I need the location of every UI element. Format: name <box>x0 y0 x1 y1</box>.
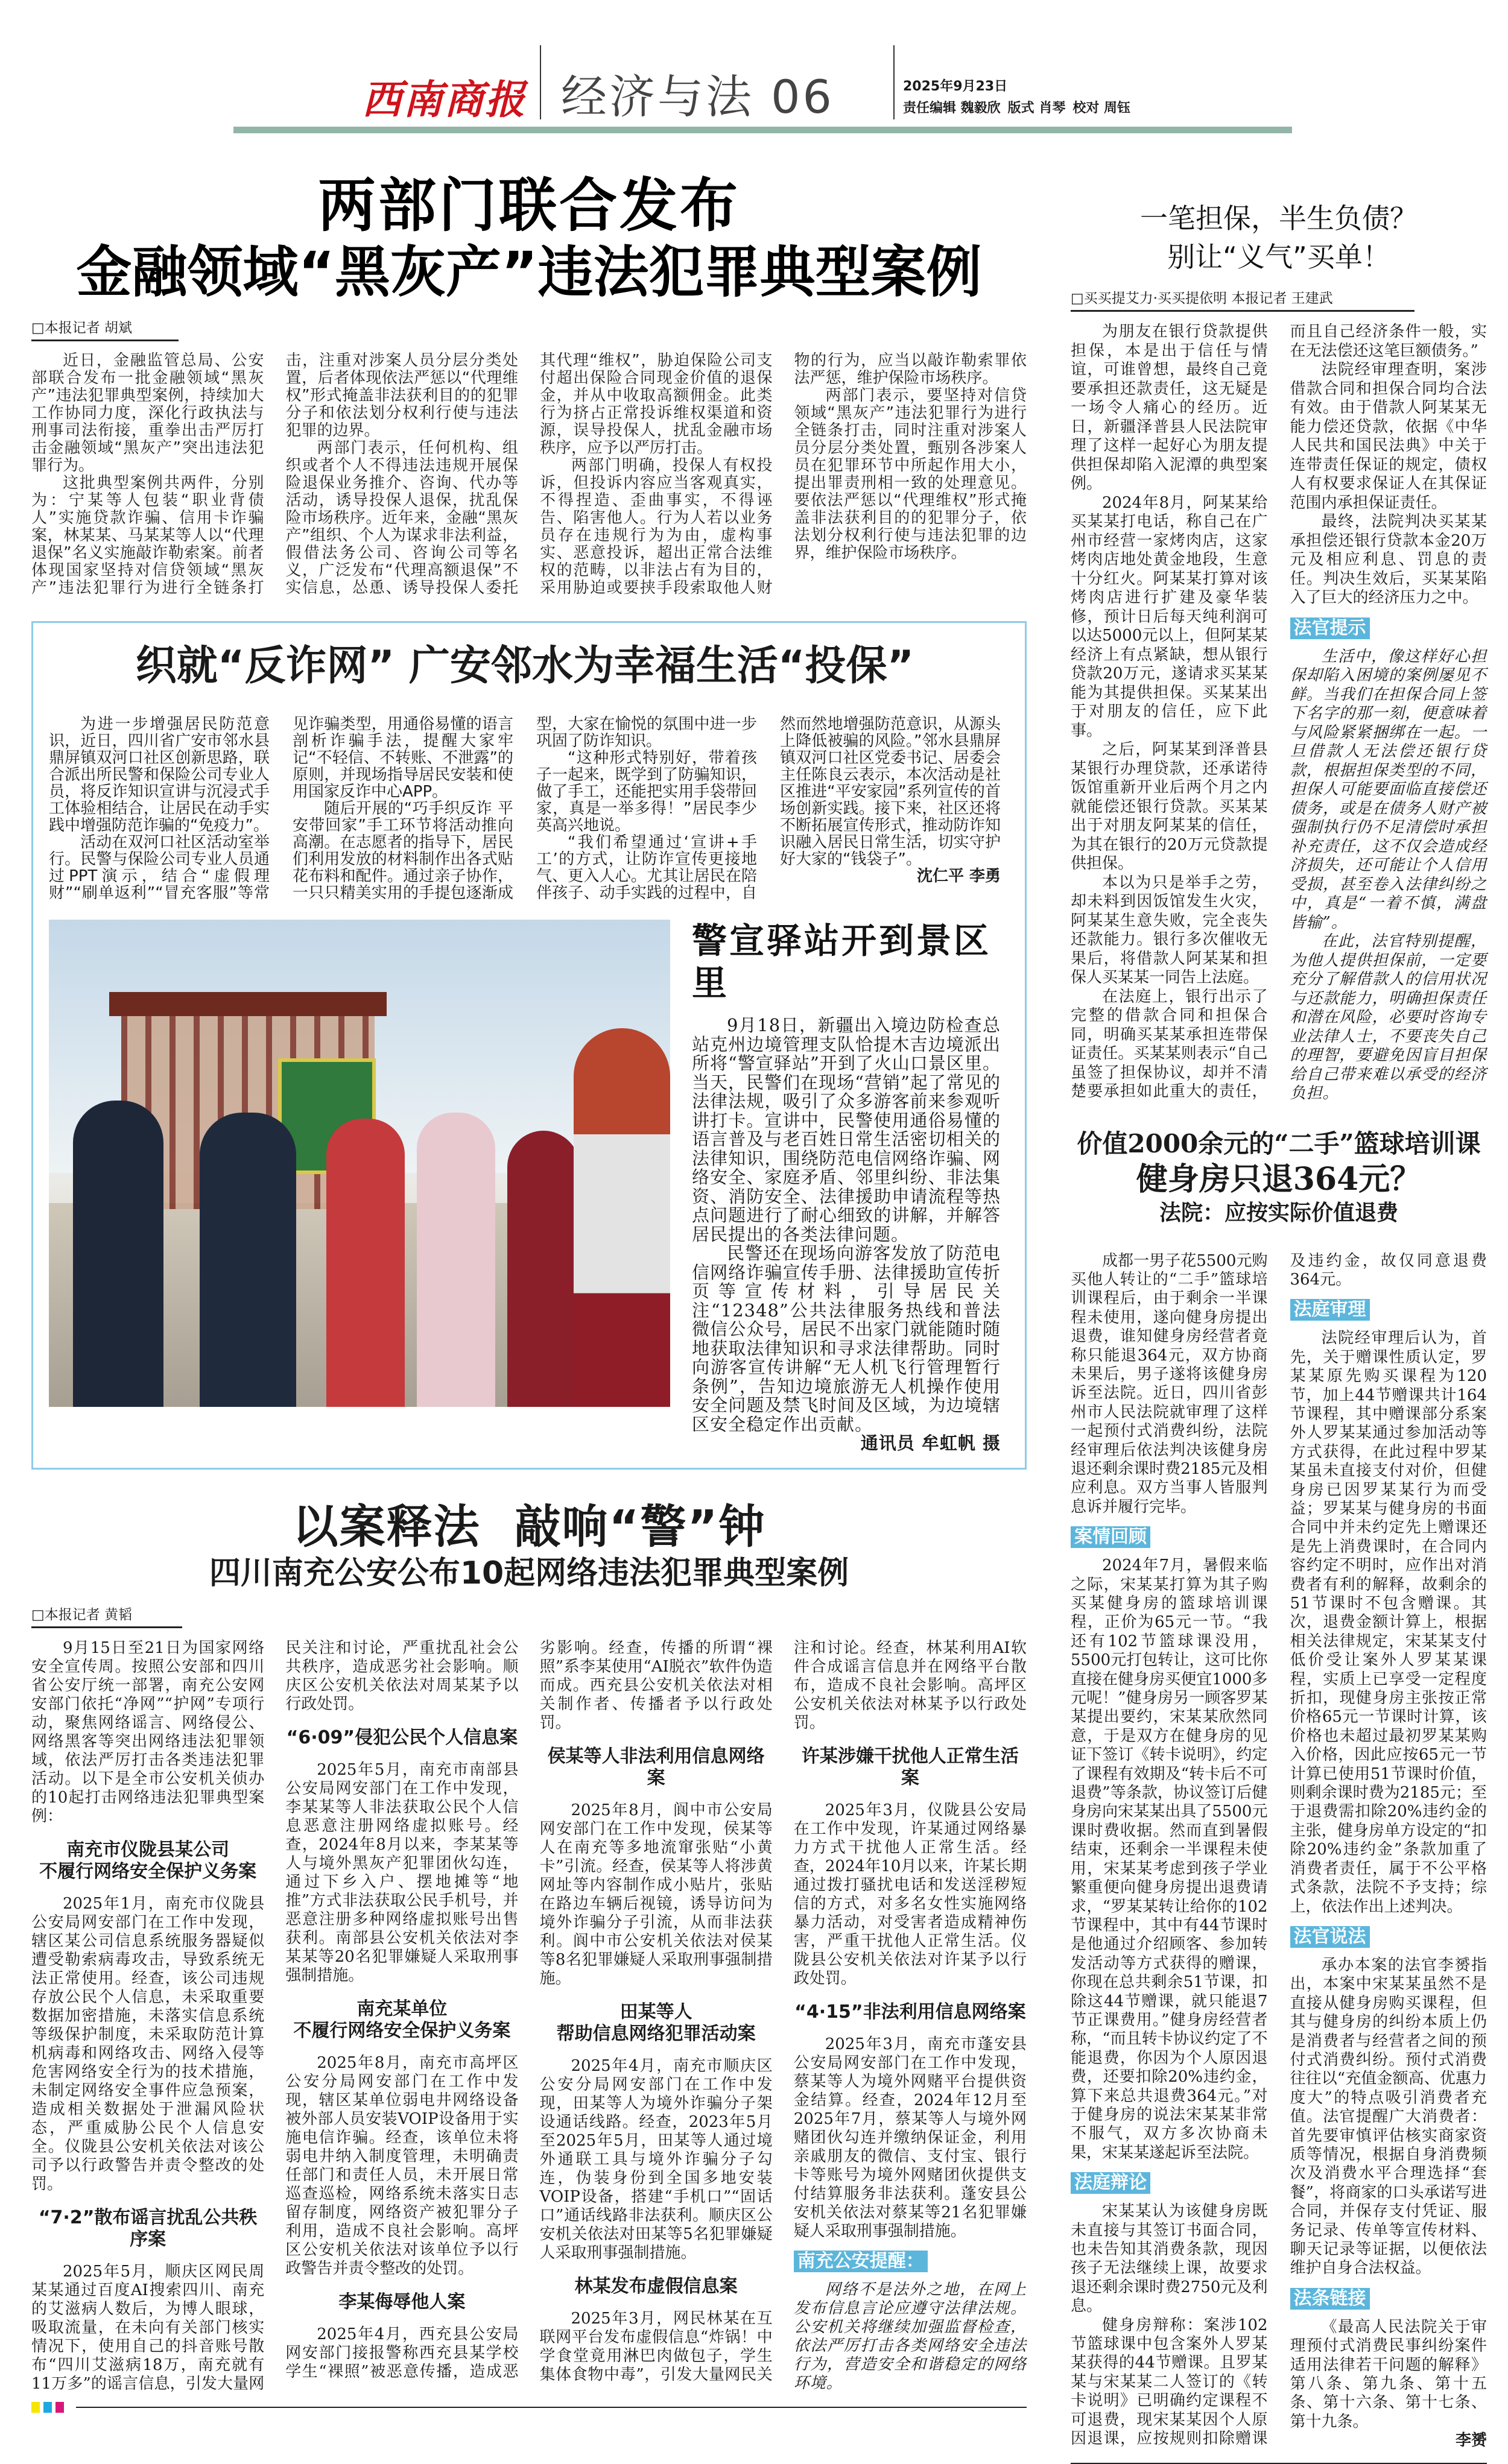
author-signature: 李赟 <box>1455 2431 1487 2450</box>
article-paragraph: 在法庭上，银行出示了完整的借款合同和担保合同，明确买某某承担连带保证责任。买某某则表示“自己虽签了担保协议，却并不清楚要承担如此重大的责任，而且自己经济条件一般，实在无法偿还这笔巨额债务。” <box>1071 323 1487 1101</box>
tourist-foreground <box>574 1028 670 1407</box>
header-divider <box>893 45 895 119</box>
article-paragraph: 宋某某认为该健身房既未直接与其签订书面合同，也未告知其消费条款，现因孩子无法继续上课，故要求退还剩余课时费2750元及利息。 <box>1071 2202 1268 2316</box>
case-subheading: 许某涉嫌干扰他人正常生活案 <box>801 1745 1019 1789</box>
article-paragraph: 在此，法官特别提醒，为他人提供担保前，一定要充分了解借款人的信用状况与还款能力，明确担保责任和潜在风险，必要时咨询专业法律人士，不要丧失自己的理智，要避免因盲目担保给自己带来难以承受的经济负担。 <box>1290 932 1487 1102</box>
layout-credit: 版式 肖琴 <box>1007 101 1066 116</box>
article-paragraph: 两部门明确，投保人有权投诉，但投诉内容应当客观真实，不得捏造、歪曲事实，不得诬告、陷害他人。行为人若以业务员存在违规行为为由，虚构事实、恶意投诉，超出正常合法维权的范畴，以非法占有为目的，采用胁迫或要挟手段索取他人财物的行为，应当以敲诈勒索罪依法严惩，维护保险市场秩序。 <box>540 352 1027 597</box>
article-paragraph: 本以为只是举手之劳，却未料到因饭馆发生火灾，阿某某生意失败，完全丧失还款能力。银行多次催收无果后，将借款人阿某某和担保人买某某一同告上法庭。 <box>1071 873 1268 987</box>
section-tag: 法官提示 <box>1290 618 1370 639</box>
case-subheading: 田某等人 帮助信息网络犯罪活动案 <box>556 2001 756 2044</box>
article-paragraph: 之后，阿某某到泽普县某银行办理贷款，还承诺待饭馆重新开业后两个月之内就能偿还银行贷款。买某某出于对朋友阿某某的信任，为其在银行的20万元贷款提供担保。 <box>1071 741 1268 873</box>
article-paragraph: 为朋友在银行贷款提供担保，本是出于信任与情谊，可谁曾想，最终自己竟要承担还款责任，这无疑是一场令人痛心的经历。近日，新疆泽普县人民法院审理了这样一起好心为朋友提供担保却陷入泥潭的典型案例。 <box>1071 323 1268 493</box>
nanchong-article-body <box>31 1639 1027 2393</box>
article-paragraph: 2025年8月，南充市高坪区公安分局网安部门在工作中发现，辖区某单位弱电井网络设备被外部人员安装VOIP设备用于实施电信诈骗。经查，该单位未将弱电井纳入制度管理，未明确责任部门和责任人员，未开展日常巡查巡检，网络系统未落实日志留存制度，网络资产被犯罪分子利用，造成不良社会影响。高坪区公安机关依法对该单位予以行政警告并责令整改的处罚。 <box>285 2053 519 2278</box>
article-paragraph: 2025年3月，网民林某在互联网平台发布虚假信息“炸锅！中学食堂竟用淋巴肉做包子，学生集体食物中毒”，引发大量网民关注和讨论。经查，林某利用AI软件合成谣言信息并在网络平台散布，造成不良社会影响。高坪区公安机关依法对林某予以行政处罚。 <box>539 1638 1027 2384</box>
police-station-column <box>692 920 1001 1453</box>
article-paragraph: 近日，金融监管总局、公安部联合发布一批金融领域“黑灰产”违法犯罪典型案例，持续加大工作协同力度，深化行政执法与刑事司法衔接，重拳出击严厉打击金融领域“黑灰产”突出违法犯罪行为。 <box>31 352 264 475</box>
guarantee-byline: □买买提艾力·买买提依明 本报记者 王建武 <box>1071 291 1333 306</box>
author-signature: 沈仁平 李勇 <box>916 867 1001 885</box>
case-subheading: “4·15”非法利用信息网络案 <box>794 2001 1026 2023</box>
article-paragraph: 两部门表示，要坚持对信贷领域“黑灰产”违法犯罪行为进行全链条打击，同时注重对涉案人员分层分类处置，甄别各涉案人员在犯罪环节中所起作用大小，提出罪责刑相一致的处理意见。要依法严惩以“代理维权”形式掩盖非法获利目的的犯罪分子，依法划分权利行使与违法犯罪的边界，维护保险市场秩序。 <box>794 387 1027 562</box>
police-station-article-body <box>692 1016 1001 1453</box>
tourist <box>326 1119 405 1407</box>
color-registration-magenta <box>55 2402 64 2413</box>
editor-credits <box>903 98 1138 116</box>
article-paragraph: 2025年5月，南充市南部县公安局网安部门在工作中发现，李某某等人非法获取公民个人信息恶意注册网络虚拟账号。经查，2024年8月以来，李某某等人与境外黑灰产犯罪团伙勾连，通过下乡入户、摆地摊等“地推”方式非法获取公民手机号，并恶意注册多种网络虚拟账号出售获利。南部县公安机关依法对李某某等20名犯罪嫌疑人采取刑事强制措施。 <box>285 1760 519 1985</box>
article-paragraph: 承办本案的法官李赟指出，本案中宋某某虽然不是直接从健身房购买课程，但其与健身房的纠纷本质上仍是消费者与经营者之间的预付式消费纠纷。预付式消费往往以“充值金额高、优惠力度大”的特点吸引消费者充值。法官提醒广大消费者：首先要审慎评估核实商家资质等情况，根据自身消费频次及消费水平合理选择“套餐”，将商家的口头承诺写进合同，并保存支付凭证、服务记录、传单等宣传材料、聊天记录等证据，以便依法维护自身合法权益。 <box>1290 1956 1487 2278</box>
article-paragraph: 2025年3月，仪陇县公安局在工作中发现，许某通过网络暴力方式干扰他人正常生活。经查，2024年10月以来，许某长期通过拨打骚扰电话和发送淫秽短信的方式，对多名女性实施网络暴力活动，对受害者造成精神伤害，严重干扰他人正常生活。仪陇县公安机关依法对许某予以行政处罚。 <box>793 1801 1027 1988</box>
article-paragraph: “我们希望通过‘宣讲+手工’的方式，让防诈宣传更接地气、更入人心。尤其让居民在陪伴孩子、动手实践的过程中，自然而然地增强防范意识，从源头上降低被骗的风险。”邻水县鼎屏镇双河口社区党委书记、居委会主任陈良云表示，本次活动是社区推进“平安家园”系列宣传的首场创新实践。接下来，社区还将不断拓展宣传形式，推动防诈知识融入居民日常生活，切实守护好大家的“钱袋子”。 <box>536 715 1001 902</box>
guarantee-article-body <box>1071 323 1487 1104</box>
case-subheading: 南充某单位 不履行网络安全保护义务案 <box>293 1998 511 2041</box>
case-subheading: “6·09”侵犯公民个人信息案 <box>286 1726 518 1748</box>
article-paragraph: 2025年8月，阆中市公安局网安部门在工作中发现，侯某等人在南充等多地流窜张贴“小黄卡”引流。经查，侯某等人将涉黄网址等内容制作成小贴片，张贴在路边车辆后视镜，诱导访问为境外诈骗分子引流，从而非法获利。阆中市公安机关依法对侯某等8名犯罪嫌疑人采取刑事强制措施。 <box>539 1801 773 1988</box>
nanchong-headline: 以案释法 敲响“警”钟 <box>292 1499 766 1553</box>
tourist <box>507 1131 580 1407</box>
guarantee-headline-line2: 别让“义气”买单！ <box>1167 241 1390 273</box>
section-tag-row <box>1290 2278 1487 2318</box>
section-tag-row <box>1290 1289 1487 1329</box>
article-paragraph: 法院经审理后认为，首先，关于赠课性质认定，罗某某原先购买课程为120节，加上44节赠课共计164节课程，其中赠课部分系案外人罗某某通过参加活动等方式获得，在此过程中罗某某虽未直接支付对价，但健身房已因罗某某行为而受益；罗某某与健身房的书面合同中并未约定先上赠课还是先上消费课时，在合同内容约定不明时，应作出对消费者有利的解释，故剩余的51节课时不包含赠课。其次，退费金额计算上，根据相关法律规定，宋某某支付低价受让案外人罗某某课程，实质上已享受一定程度折扣，现健身房主张按正常价格65元一节课时计算，该价格也未超过最初罗某某购入价格，因此应按65元一节计算已使用51节课时价值，则剩余课时费为2185元；至于退费需扣除20%违约金的主张，健身房单方设定的“扣除20%违约金”条款加重了消费者责任，属于不公平格式条款，法院不予支持；综上，依法作出上述判决。 <box>1290 1329 1487 1916</box>
section-tag-row <box>1071 2162 1268 2202</box>
article-paragraph: 2025年4月，西充县公安局网安部门接报警称西充县某学校学生“裸照”被恶意传播，造成恶劣影响。经查，传播的所谓“裸照”系李某使用“AI脱衣”软件伪造而成。西充县公安机关依法对相关制作者、传播者予以行政处罚。 <box>285 1638 773 2381</box>
section-tag: 法庭审理 <box>1290 1299 1370 1321</box>
section-tag: 法官说法 <box>1290 1926 1370 1948</box>
article-paragraph: 9月18日，新疆出入境边防检查总站克州边境管理支队恰提木吉边境派出所将“警宣驿站”开到了火山口景区里。当天，民警们在现场“营销”起了常见的法律法规，吸引了众多游客前来参观听讲打卡。宣讲中，民警使用通俗易懂的语言普及与老百姓日常生活密切相关的法律知识，围绕防范电信网络诈骗、网络安全、家庭矛盾、邻里纠纷、非法集资、消防安全、法律援助申请流程等热点问题进行了耐心细致的讲解，并解答居民提出的各类法律问题。 <box>692 1015 1001 1245</box>
antifraud-box <box>31 621 1027 1470</box>
basketball-headline-line1: 价值2000余元的“二手”篮球培训课 <box>1077 1128 1481 1158</box>
antifraud-headline: 织就“反诈网” 广安邻水为幸福生活“投保” <box>135 642 914 690</box>
article-paragraph: 2025年3月，南充市蓬安县公安局网安部门在工作中发现，蔡某等人为境外网赌平台提供资金结算。经查，2024年12月至2025年7月，蔡某等人与境外网赌团伙勾连并缴纳保证金，利用亲戚朋友的微信、支付宝、银行卡等账号为境外网赌团伙提供支付结算服务非法获利。蓬安县公安机关依法对蔡某等21名犯罪嫌疑人采取刑事强制措施。 <box>793 2035 1027 2240</box>
byline-rule <box>1071 310 1415 312</box>
article-paragraph: 《最高人民法院关于审理预付式消费民事纠纷案件适用法律若干问题的解释》第八条、第九条、第十五条、第十六条、第十七条、第十九条。 <box>1290 2317 1487 2431</box>
header-divider <box>540 45 541 119</box>
page-footer <box>31 2402 1027 2413</box>
tourist <box>417 1113 495 1407</box>
case-subheading: 李某侮辱他人案 <box>338 2291 466 2313</box>
nanchong-subheadline: 四川南充公安公布10起网络违法犯罪典型案例 <box>209 1555 849 1591</box>
section-tag-row <box>1071 1517 1268 1556</box>
article-paragraph: 2025年5月，顺庆区网民周某某通过百度AI搜索四川、南充的艾滋病人数后，为博人眼球，吸取流量，在未向有关部门核实情况下，使用自己的抖音账号散布“四川艾滋病18万，南充就有11万多”的谣言信息，引发大量网民关注和讨论，严重扰乱社会公共秩序，造成恶劣社会影响。顺庆区公安机关依法对周某某予以行政处罚。 <box>31 1638 519 2393</box>
basketball-article-body <box>1071 1252 1487 2451</box>
lead-article-body <box>31 352 1027 597</box>
article-paragraph: 随后开展的“巧手织反诈 平安带回家”手工环节将活动推向高潮。在志愿者的指导下，居民们利用发放的材料制作出各式贴花布料和配件。通过亲子协作，一只只精美实用的手提包逐渐成型，大家在愉悦的氛围中进一步巩固了防诈知识。 <box>293 715 757 902</box>
article-paragraph: 两部门表示，任何机构、组织或者个人不得违法违规开展保险退保业务推介、咨询、代办等活动，诱导投保人退保，扰乱保险市场秩序。近年来，金融“黑灰产”组织、个人为谋求非法利益，假借法务公司、咨询公司等名义，广泛发布“代理高额退保”不实信息，怂恿、诱导投保人委托其代理“维权”，胁迫保险公司支付超出保险合同现金价值的退保金，并从中收取高额佣金。此类行为挤占正常投诉维权渠道和资源，误导投保人，扰乱金融市场秩序，应予以严厉打击。 <box>285 352 773 597</box>
article-paragraph: “这种形式特别好，带着孩子一起来，既学到了防骗知识，做了手工，还能把实用手袋带回家，真是一举多得！”居民李少英高兴地说。 <box>536 749 757 835</box>
section-tag: 案情回顾 <box>1071 1526 1150 1548</box>
lead-byline: □本报记者 胡斌 <box>31 320 133 336</box>
right-stack <box>1071 199 1487 2464</box>
section-tag-row <box>794 2241 1027 2281</box>
article-paragraph: 9月15日至21日为国家网络安全宣传周。按照公安部和四川省公安厅统一部署，南充公安网安部门依托“净网”“护网”专项行动，聚焦网络谣言、网络侵公、网络黑客等突出网络违法犯罪领域，依法严厉打击各类违法犯罪活动。以下是全市公安机关侦办的10起打击网络违法犯罪典型案例： <box>31 1638 265 1825</box>
proofread-credit: 校对 周钰 <box>1072 101 1131 116</box>
police-officer <box>200 1113 296 1407</box>
guarantee-headline-line1: 一笔担保，半生负债？ <box>1140 202 1418 235</box>
issue-date: 2025年9月23日 <box>903 79 1008 94</box>
basketball-subheadline: 法院：应按实际价值退费 <box>1159 1200 1398 1225</box>
author-signature: 通讯员 牟虹帆 摄 <box>860 1433 1001 1453</box>
article-paragraph: 法院经审理查明，案涉借款合同和担保合同均合法有效。由于借款人阿某某无能力偿还贷款，依据《中华人民共和国民法典》中关于连带责任保证的规定，债权人有权要求保证人在其保证范围内承担保证责任。 <box>1290 361 1487 512</box>
pavilion-roof <box>109 992 387 1016</box>
section-title: 经济与法 06 <box>561 70 834 124</box>
article-paragraph: 这批典型案例共两件，分别为：宁某等人包装“职业背债人”实施贷款诈骗、信用卡诈骗案，林某某、马某某等人以“代理退保”名义实施敲诈勒索案。前者体现国家坚持对信贷领域“黑灰产”违法犯罪行为进行全链条打击，注重对涉案人员分层分类处置，后者体现依法严惩以“代理维权”形式掩盖非法获利目的的犯罪分子和依法划分权利行使与违法犯罪的边界。 <box>31 352 518 597</box>
byline-rule <box>31 1626 182 1628</box>
byline-rule <box>31 340 179 341</box>
nanchong-byline: □本报记者 黄韬 <box>31 1606 133 1623</box>
article-paragraph: 2025年4月，南充市顺庆区公安分局网安部门在工作中发现，田某等人为境外诈骗分子架设通话线路。经查，2023年5月至2025年5月，田某等人通过境外通联工具与境外诈骗分子勾连，伪装身份到全国多地安装VOIP设备，搭建“手机口”“固话口”通话线路非法获利。顺庆区公安机关依法对田某等5名犯罪嫌疑人采取刑事强制措施。 <box>539 2056 773 2262</box>
police-station-feature <box>49 920 1001 1453</box>
basketball-headline-line2: 健身房只退364元？ <box>1136 1160 1422 1198</box>
article-paragraph: 健身房辩称：案涉102节篮球课中包含案外人罗某某获得的44节赠课。且罗某某与宋某某二人签订的《转卡说明》已明确约定课程不可退费，现宋某某因个人原因退课，应按规则扣除赠课及违约金，故仅同意退费364元。 <box>1071 1251 1487 2448</box>
section-tag: 法条链接 <box>1290 2288 1370 2310</box>
newspaper-logo: 西南商报 <box>362 76 526 123</box>
article-paragraph: 活动在双河口社区活动室举行。民警与保险公司专业人员通过PPT演示，结合“虚假理财”“刷单返利”“冒充客服”等常见诈骗类型，用通俗易懂的语言剖析诈骗手法，提醒大家牢记“不轻信、不转账、不泄露”的原则，并现场指导居民安装和使用国家反诈中心APP。 <box>49 715 513 902</box>
section-tag: 南充公安提醒： <box>794 2251 928 2272</box>
police-station-headline: 警宣驿站开到景区里 <box>692 920 992 1003</box>
case-subheading: 林某发布虚假信息案 <box>574 2275 738 2297</box>
column-rule <box>1071 2463 1487 2464</box>
article-paragraph: 为进一步增强居民防范意识，近日，四川省广安市邻水县鼎屏镇双河口社区创新思路，联合派出所民警和保险公司专业人员，将反诈知识宣讲与沉浸式手工体验相结合，让居民在动手实践中增强防范诈骗的“免疫力”。 <box>49 715 270 835</box>
guarantee-headline <box>1071 199 1487 276</box>
article-paragraph: 2025年1月，南充市仪陇县公安局网安部门在工作中发现，辖区某公司信息系统服务器疑似遭受勒索病毒攻击，导致系统无法正常使用。经查，该公司违规存放公民个人信息，未采取重要数据加密措施，未落实信息系统等级保护制度，未采取防范计算机病毒和网络攻击、网络入侵等危害网络安全行为的技术措施，未制定网络安全事件应急预案，造成相关数据处于泄漏风险状态，严重威胁公民个人信息安全。仪陇县公安机关依法对该公司予以行政警告并责令整改的处罚。 <box>31 1894 265 2193</box>
article-paragraph: 2024年8月，阿某某给买某某打电话，称自己在广州市经营一家烤肉店，这家烤肉店地处黄金地段，生意十分红火。阿某某打算对该烤肉店进行扩建及豪华装修，预计日后每天纯利润可以达5000元以上，但阿某某经济上有点紧缺，想从银行贷款20万元，遂请求买某某能为其提供担保。买某某出于对朋友的信任，应下此事。 <box>1071 493 1268 740</box>
article-paragraph: 2024年7月，暑假来临之际，宋某某打算为其子购买某健身房的篮球培训课程，正价为65元一节。“我还有102节篮球课没用，5500元打包转让，这可比你直接在健身房买便宜1000多元呢！”健身房另一顾客罗某某提出要约，宋某某欣然同意，于是双方在健身房的见证下签订《转卡说明》，约定了课程有效期及“转卡后不可退费”等条款，协议签订后健身房向宋某某出具了5500元课时费收据。然而直到暑假结束，还剩余一半课程未使用，宋某某考虑到孩子学业繁重便向健身房提出退费请求，“罗某某转让给你的102节课程中，其中有44节课时是他通过介绍顾客、参加转发活动等方式获得的赠课，你现在总共剩余51节课，扣除这44节赠课，就只能退7节正课费用。”健身房经营者称，“而且转卡协议约定了不能退费，你因为个人原因退费，还要扣除20%违约金，算下来总共退费364元。”对于健身房的说法宋某某非常不服气，双方多次协商未果，宋某某遂起诉至法院。 <box>1071 1556 1268 2162</box>
case-subheading: “7·2”散布谣言扰乱公共秩序案 <box>38 2207 258 2250</box>
article-paragraph: 网络不是法外之地，在网上发布信息言论应遵守法律法规。公安机关将继续加强监督检查，依法严厉打击各类网络安全违法行为，营造安全和谐稳定的网络环境。 <box>793 2280 1027 2392</box>
lead-headline-line2: 金融领域“黑灰产”违法犯罪典型案例 <box>76 240 982 305</box>
color-registration-yellow <box>31 2402 40 2413</box>
section-tag: 法庭辩论 <box>1071 2172 1150 2194</box>
header-bar <box>233 127 1292 133</box>
article-paragraph: 成都一男子花5500元购买他人转让的“二手”篮球培训课程后，由于剩余一半课程未使用，遂向健身房提出退费，谁知健身房经营者竟称只能退364元，双方协商未果后，男子遂将该健身房诉至法院。近日，四川省彭州市人民法院就审理了这样一起预付式消费纠纷，法院经审理后依法判决该健身房退还剩余课时费2185元及相应利息。双方当事人皆服判息诉并履行完毕。 <box>1071 1251 1268 1516</box>
police-officer <box>73 1101 163 1407</box>
article-paragraph: 生活中，像这样好心担保却陷入困境的案例屡见不鲜。当我们在担保合同上签下名字的那一刻，便意味着与风险紧紧捆绑在一起。一旦借款人无法偿还银行贷款，根据担保类型的不同，担保人可能要面临直接偿还债务，或是在债务人财产被强制执行仍不足清偿时承担补充责任，这不仅会造成经济损失，还可能让个人信用受损，甚至卷入法律纠纷之中，真是“一着不慎，满盘皆输”。 <box>1290 647 1487 932</box>
case-subheading: 侯某等人非法利用信息网络案 <box>547 1745 765 1789</box>
color-registration-cyan <box>43 2402 52 2413</box>
antifraud-article-body <box>49 716 1001 902</box>
article-paragraph: 民警还在现场向游客发放了防范电信网络诈骗宣传手册、法律援助宣传折页等宣传材料，引导居民关注“12348”公共法律服务热线和普法微信公众号，居民不出家门就能随时随地获取法律知识和寻求法律帮助。同时向游客宣传讲解“无人机飞行管理暂行条例”，告知边境旅游无人机操作使用安全问题及禁飞时间及区域，为边境辖区安全稳定作出贡献。 <box>692 1243 1001 1435</box>
article-paragraph: 最终，法院判决买某某承担偿还银行贷款本金20万元及相应利息、罚息的责任。判决生效后，买某某陷入了巨大的经济压力之中。 <box>1290 513 1487 607</box>
lead-headline-line1: 两部门联合发布 <box>318 172 740 239</box>
case-subheading: 南充市仪陇县某公司 不履行网络安全保护义务案 <box>39 1839 257 1882</box>
page-bottom-rule <box>76 2407 1027 2408</box>
editor-credit: 责任编辑 魏毅欣 <box>903 101 1001 116</box>
left-stack <box>31 172 1027 2413</box>
section-tag-row <box>1290 608 1487 648</box>
police-station-photo <box>49 920 670 1407</box>
section-tag-row <box>1290 1916 1487 1956</box>
